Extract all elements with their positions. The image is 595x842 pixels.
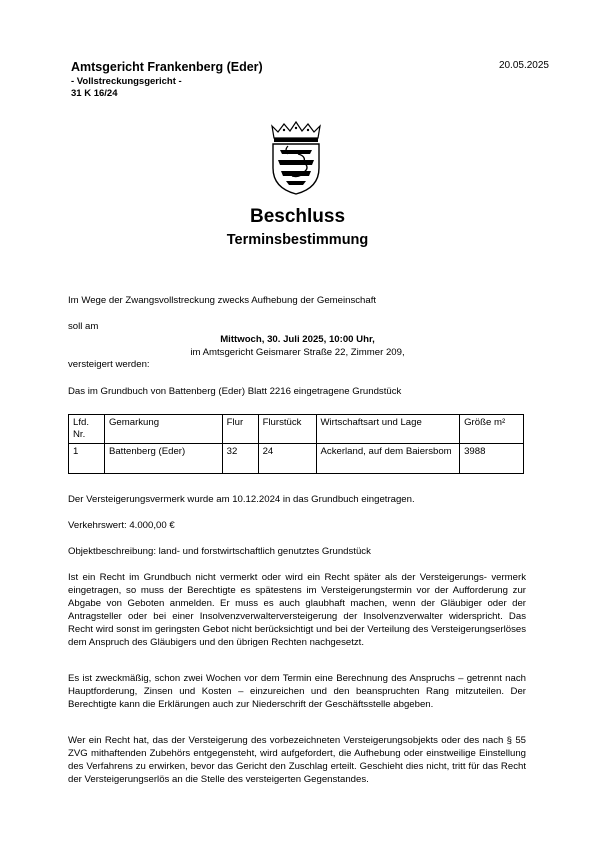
header-groesse: Größe m² [460,415,524,444]
cell-flur: 32 [222,444,258,474]
termin-location: im Amtsgericht Geismarer Straße 22, Zimmer 209, [190,347,405,358]
court-name: Amtsgericht Frankenberg (Eder) [71,60,263,74]
paragraph-berechnung: Es ist zweckmäßig, schon zwei Wochen vor dem Termin eine Berechnung des Anspruchs – getrennt nach Hauptforderung, Zinsen und Kosten – einzureichen und den beanspruchten Rang mitzuteilen. Der Berechtigte kann die Erklärungen auch zur Niederschrift der Geschäftsstelle abgeben. [68,673,526,710]
header-wirtschaftsart: Wirtschaftsart und Lage [316,415,460,444]
verkehrswert-text: Verkehrswert: 4.000,00 € [68,520,175,531]
coat-of-arms-hesse-icon [266,120,326,196]
document-subtitle: Terminsbestimmung [226,232,369,248]
paragraph-entgegenstehendes-recht: Wer ein Recht hat, das der Versteigerung des vorbezeichneten Versteigerungsobjekts oder des nach § 55 ZVG mithaftenden Zubehörs entgegensteht, wird aufgefordert, die Aufhebung oder einstweilige Einstellung des Verfahrens zu erwirken, bevor das Gericht den Zuschlag erteilt. Geschieht dies nicht, tritt für das Recht der Versteigerungserlös an die Stelle des versteigerten Gegenstandes. [68,735,526,785]
cell-groesse: 3988 [460,444,524,474]
table-row [69,444,524,474]
court-department: - Vollstreckungsgericht - [71,76,182,87]
intro-text: Im Wege der Zwangsvollstreckung zwecks Aufhebung der Gemeinschaft [68,295,377,306]
grundbuch-text: Das im Grundbuch von Battenberg (Eder) Blatt 2216 eingetragene Grundstück [68,386,402,397]
termin-date: Mittwoch, 30. Juli 2025, 10:00 Uhr, [220,334,375,345]
cell-lfd-nr: 1 [69,444,105,474]
property-table [68,414,524,474]
case-number: 31 K 16/24 [71,88,118,99]
vermerk-text: Der Versteigerungsvermerk wurde am 10.12.2024 in das Grundbuch eingetragen. [68,494,415,505]
header-flurstueck: Flurstück [258,415,316,444]
cell-flurstueck: 24 [258,444,316,474]
cell-gemarkung: Battenberg (Eder) [104,444,222,474]
cell-wirtschaftsart: Ackerland, auf dem Baiersbom [316,444,460,474]
table-header-row [69,415,524,444]
header-lfd-nr: Lfd. Nr. [69,415,105,444]
document-date: 20.05.2025 [498,60,549,71]
header-gemarkung: Gemarkung [104,415,222,444]
document-title: Beschluss [249,206,346,227]
soll-am-text: soll am [68,321,99,332]
objektbeschreibung-text: Objektbeschreibung: land- und forstwirtschaftlich genutztes Grundstück [68,546,371,557]
versteigert-text: versteigert werden: [68,359,150,370]
paragraph-anmeldung: Ist ein Recht im Grundbuch nicht vermerkt oder wird ein Recht später als der Versteigerungs- vermerk eingetragen, so muss der Berechtigte es spätestens im Versteigerungstermin vor der Aufforderung zur Abgabe von Geboten anmelden. Er muss es auch glaubhaft machen, wenn der Gläubiger oder der Antragsteller oder bei einer Insolvenzverwalterversteigerung der Insolvenzverwalter widerspricht. Das Recht wird sonst im geringsten Gebot nicht berücksichtigt und bei der Verteilung des Versteigerungserlöses dem Anspruch des Gläubigers und den übrigen Rechten nachgesetzt. [68,572,526,648]
header-flur: Flur [222,415,258,444]
